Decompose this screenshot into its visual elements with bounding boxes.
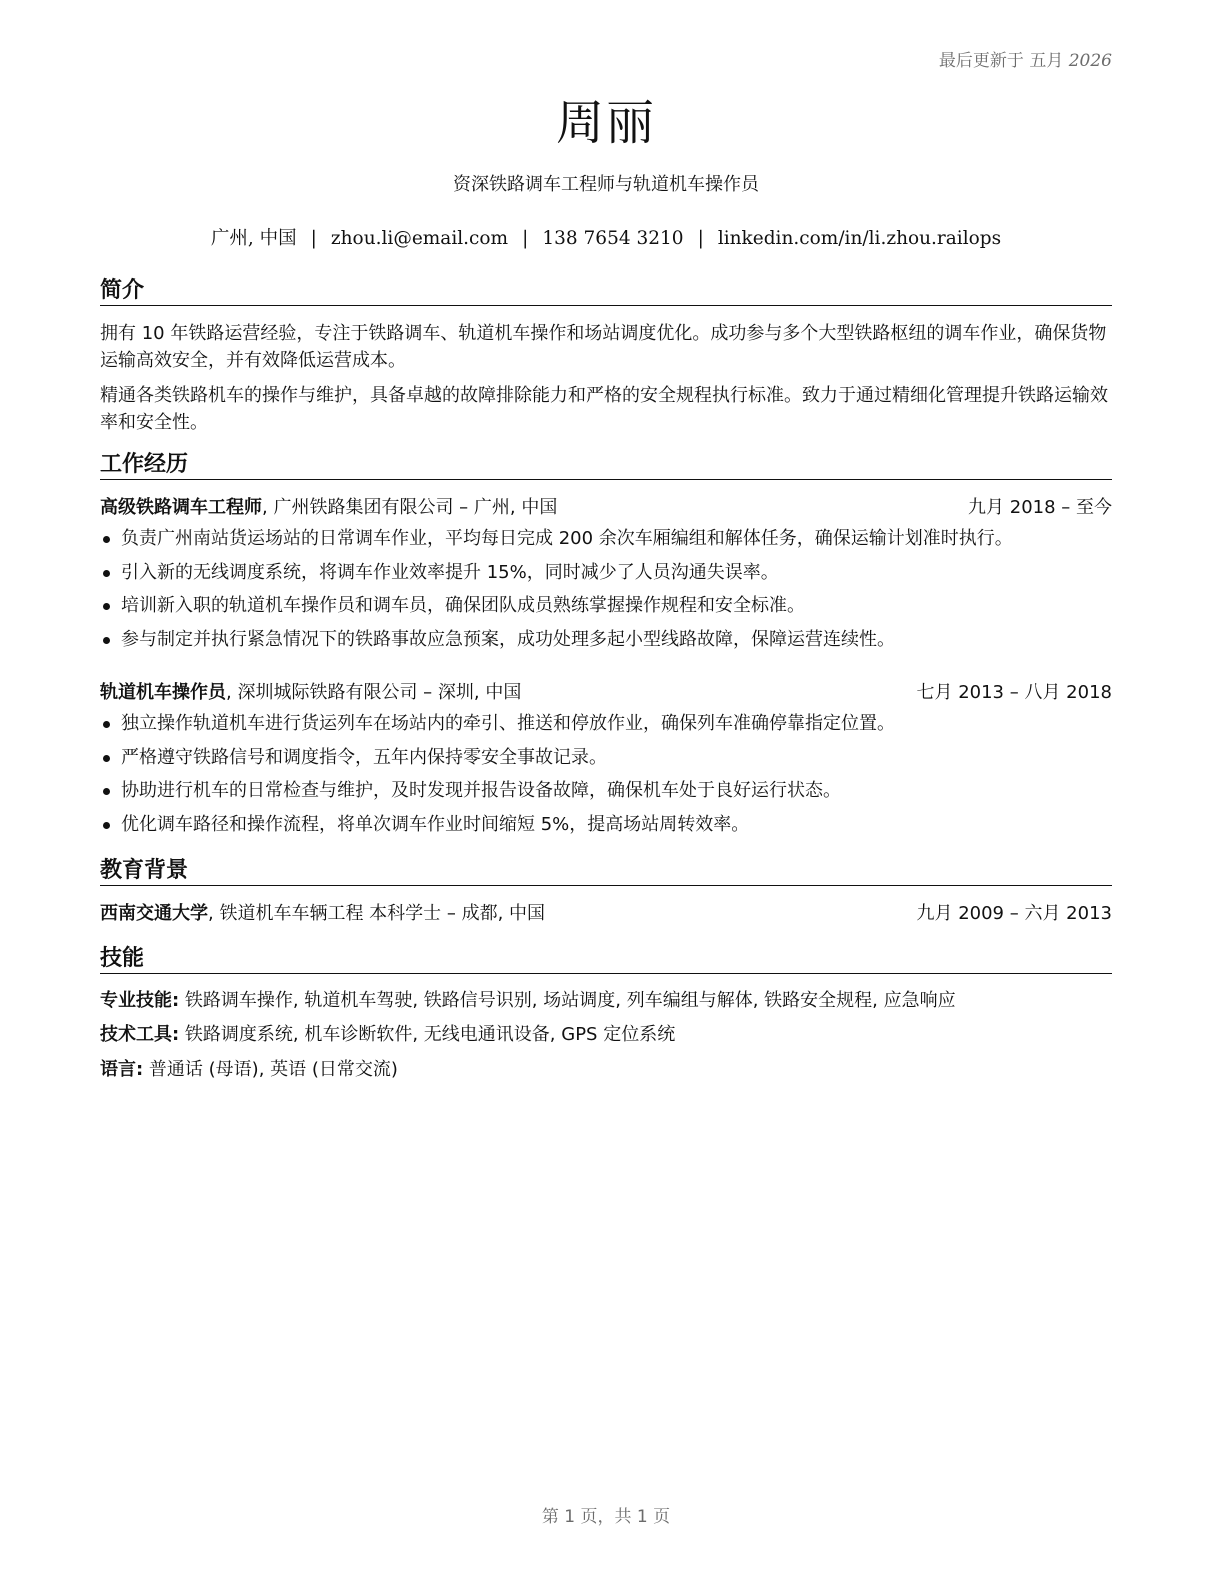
- job-bullets: [100, 526, 1112, 660]
- candidate-name: 周丽: [555, 95, 656, 151]
- page-footer: 第 1 页，共 1 页: [541, 1507, 671, 1527]
- section-title-skills: 技能: [100, 946, 1112, 974]
- skill-line: [100, 988, 1112, 1014]
- skill-value: 铁路调度系统, 机车诊断软件, 无线电通讯设备, GPS 定位系统: [179, 1024, 676, 1045]
- list-item: 负责广州南站货运场站的日常调车作业，平均每日完成 200 余次车厢编组和解体任务，确保运输计划准时执行。: [100, 526, 1112, 560]
- last-updated: [939, 46, 1112, 71]
- skill-key: 专业技能:: [100, 990, 180, 1011]
- job-role: 高级铁路调车工程师: [100, 497, 262, 518]
- list-item: 优化调车路径和操作流程，将单次调车作业时间缩短 5%，提高场站周转效率。: [100, 812, 1112, 846]
- skill-key: 技术工具:: [100, 1024, 180, 1045]
- resume-page: [100, 0, 1112, 1584]
- list-item: 培训新入职的轨道机车操作员和调车员，确保团队成员熟练掌握操作规程和安全标准。: [100, 593, 1112, 627]
- contact-separator: |: [522, 228, 529, 249]
- contact-linkedin[interactable]: linkedin.com/in/li.zhou.railops: [717, 228, 1002, 249]
- education-detail: , 铁道机车车辆工程 本科学士 – 成都, 中国: [208, 903, 546, 924]
- skill-line: [100, 1057, 1112, 1083]
- contact-separator: |: [310, 228, 317, 249]
- education-date: 九月 2009 – 六月 2013: [916, 903, 1112, 924]
- skill-key: 语言:: [100, 1059, 144, 1080]
- job-org: , 深圳城际铁路有限公司 – 深圳, 中国: [226, 682, 522, 703]
- job-date: 七月 2013 – 八月 2018: [916, 682, 1112, 703]
- list-item: 参与制定并执行紧急情况下的铁路事故应急预案，成功处理多起小型线路故障，保障运营连续性。: [100, 627, 1112, 661]
- list-item: 严格遵守铁路信号和调度指令，五年内保持零安全事故记录。: [100, 745, 1112, 779]
- last-updated-year: 2026: [1068, 51, 1112, 71]
- job-header: [100, 680, 1112, 706]
- contact-separator: |: [697, 228, 704, 249]
- contact-email[interactable]: zhou.li@email.com: [330, 228, 509, 249]
- job-org: , 广州铁路集团有限公司 – 广州, 中国: [262, 497, 558, 518]
- skill-value: 铁路调车操作, 轨道机车驾驶, 铁路信号识别, 场站调度, 列车编组与解体, 铁路安全规程, 应急响应: [179, 990, 956, 1011]
- summary-paragraph: 精通各类铁路机车的操作与维护，具备卓越的故障排除能力和严格的安全规程执行标准。致力于通过精细化管理提升铁路运输效率和安全性。: [100, 385, 1108, 433]
- candidate-headline: 资深铁路调车工程师与轨道机车操作员: [453, 174, 759, 195]
- education-entry: [100, 901, 1112, 927]
- section-title-education: 教育背景: [100, 858, 1112, 886]
- summary-paragraph: 拥有 10 年铁路运营经验，专注于铁路调车、轨道机车操作和场站调度优化。成功参与多个大型铁路枢纽的调车作业，确保货物运输高效安全，并有效降低运营成本。: [100, 323, 1107, 371]
- skill-value: 普通话 (母语), 英语 (日常交流): [143, 1059, 398, 1080]
- section-title-summary: 简介: [100, 278, 1112, 306]
- section-title-experience: 工作经历: [100, 452, 1112, 480]
- list-item: 协助进行机车的日常检查与维护，及时发现并报告设备故障，确保机车处于良好运行状态。: [100, 778, 1112, 812]
- contact-location: 广州, 中国: [210, 228, 297, 249]
- skill-line: [100, 1022, 1112, 1048]
- contact-phone[interactable]: 138 7654 3210: [542, 228, 684, 249]
- job-bullets: [100, 711, 1112, 845]
- job-date: 九月 2018 – 至今: [968, 497, 1112, 518]
- list-item: 引入新的无线调度系统，将调车作业效率提升 15%，同时减少了人员沟通失误率。: [100, 560, 1112, 594]
- list-item: 独立操作轨道机车进行货运列车在场站内的牵引、推送和停放作业，确保列车准确停靠指定位置。: [100, 711, 1112, 745]
- contact-line: [100, 224, 1112, 250]
- education-school: 西南交通大学: [100, 903, 208, 924]
- job-role: 轨道机车操作员: [100, 682, 226, 703]
- last-updated-label: 最后更新于 五月: [938, 51, 1064, 71]
- job-header: [100, 495, 1112, 521]
